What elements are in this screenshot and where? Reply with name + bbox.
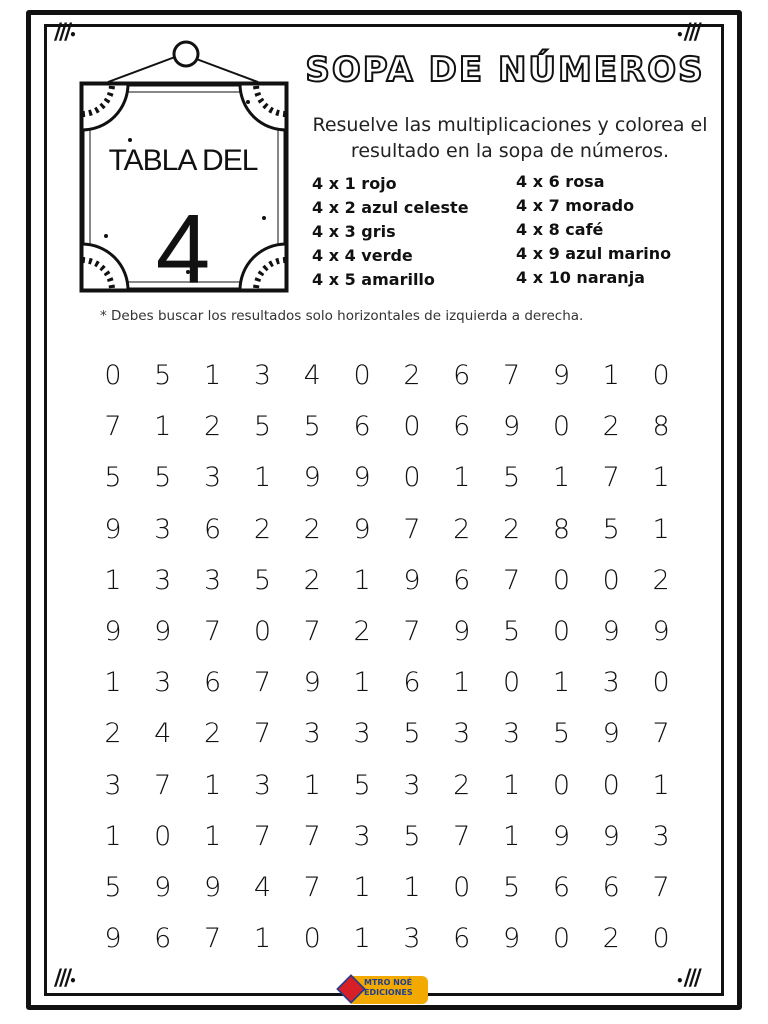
key-item: 4 x 2 azul celeste — [312, 198, 469, 217]
key-item: 4 x 5 amarillo — [312, 270, 435, 289]
grid-cell[interactable]: 3 — [154, 513, 172, 545]
grid-cell[interactable]: 3 — [502, 718, 521, 750]
grid-cell[interactable]: 1 — [104, 564, 122, 596]
grid-cell[interactable]: 1 — [652, 462, 670, 494]
grid-cell[interactable]: 5 — [104, 871, 122, 903]
grid-cell[interactable]: 1 — [652, 513, 670, 545]
grid-cell[interactable]: 7 — [253, 667, 271, 699]
grid-cell[interactable]: 1 — [453, 462, 471, 494]
grid-cell[interactable]: 3 — [353, 820, 371, 852]
grid-cell[interactable]: 1 — [552, 667, 570, 699]
grid-cell[interactable]: 2 — [602, 411, 620, 443]
number-grid — [88, 350, 686, 964]
grid-cell[interactable]: 7 — [652, 718, 670, 750]
grid-cell[interactable]: 2 — [203, 718, 222, 750]
grid-cell[interactable]: 2 — [303, 564, 321, 596]
grid-cell[interactable]: 5 — [403, 718, 421, 750]
key-item: 4 x 8 café — [516, 220, 604, 239]
grid-cell[interactable]: 6 — [453, 564, 471, 596]
grid-cell[interactable]: 5 — [552, 718, 570, 750]
table-sign — [68, 40, 298, 304]
grid-cell[interactable]: 5 — [253, 411, 271, 443]
grid-cell[interactable]: 1 — [203, 360, 222, 391]
grid-cell[interactable]: 9 — [502, 923, 521, 955]
grid-cell[interactable]: 3 — [154, 564, 172, 596]
grid-cell[interactable]: 7 — [403, 513, 421, 545]
grid-cell[interactable]: 9 — [602, 820, 620, 852]
grid-cell[interactable]: 0 — [552, 564, 570, 596]
grid-cell[interactable]: 0 — [253, 615, 271, 647]
grid-cell[interactable]: 5 — [154, 462, 172, 494]
grid-cell[interactable]: 6 — [453, 360, 471, 391]
grid-cell[interactable]: 5 — [502, 462, 521, 494]
grid-cell[interactable]: 3 — [403, 769, 421, 801]
grid-cell[interactable]: 1 — [552, 462, 570, 494]
grid-cell[interactable]: 2 — [253, 513, 271, 545]
grid-cell[interactable]: 0 — [552, 615, 570, 647]
key-item: 4 x 9 azul marino — [516, 244, 672, 263]
grid-cell[interactable]: 7 — [502, 564, 521, 596]
grid-cell[interactable]: 3 — [453, 718, 471, 750]
grid-cell[interactable]: 3 — [253, 769, 271, 801]
grid-cell[interactable]: 2 — [303, 513, 321, 545]
grid-cell[interactable]: 1 — [502, 820, 521, 852]
grid-cell[interactable]: 9 — [502, 411, 521, 443]
grid-cell[interactable]: 0 — [104, 360, 122, 391]
grid-cell[interactable]: 1 — [253, 462, 271, 494]
grid-cell[interactable]: 0 — [602, 769, 620, 801]
grid-cell[interactable]: 7 — [303, 615, 321, 647]
grid-cell[interactable]: 7 — [253, 718, 271, 750]
grid-cell[interactable]: 0 — [403, 462, 421, 494]
grid-cell[interactable]: 3 — [602, 667, 620, 699]
grid-cell[interactable]: 1 — [502, 769, 521, 801]
grid-cell[interactable]: 1 — [602, 360, 620, 391]
grid-cell[interactable]: 1 — [353, 667, 371, 699]
grid-cell[interactable]: 5 — [303, 411, 321, 443]
grid-cell[interactable]: 0 — [154, 820, 172, 852]
grid-cell[interactable]: 2 — [652, 564, 670, 596]
grid-cell[interactable]: 9 — [203, 871, 222, 903]
grid-cell[interactable]: 1 — [353, 923, 371, 955]
grid-cell[interactable]: 3 — [203, 564, 222, 596]
publisher-logo — [336, 972, 432, 1008]
grid-cell[interactable]: 3 — [403, 923, 421, 955]
grid-cell[interactable]: 1 — [203, 769, 222, 801]
page-title: SOPA DE NÚMEROS — [305, 50, 705, 90]
grid-cell[interactable]: 3 — [303, 718, 321, 750]
corner-ornament-top-right: •/// — [676, 20, 699, 45]
grid-cell[interactable]: 2 — [403, 360, 421, 391]
grid-cell[interactable]: 7 — [104, 411, 122, 443]
grid-cell[interactable]: 9 — [353, 513, 371, 545]
grid-cell[interactable]: 1 — [104, 667, 122, 699]
key-item: 4 x 3 gris — [312, 222, 396, 241]
grid-cell[interactable]: 9 — [652, 615, 670, 647]
grid-cell[interactable]: 6 — [453, 411, 471, 443]
key-item: 4 x 7 morado — [516, 196, 635, 215]
grid-cell[interactable]: 9 — [602, 615, 620, 647]
grid-cell[interactable]: 9 — [104, 513, 122, 545]
grid-cell[interactable]: 1 — [353, 564, 371, 596]
grid-cell[interactable]: 9 — [154, 871, 172, 903]
grid-cell[interactable]: 4 — [253, 871, 271, 903]
grid-cell[interactable]: 2 — [453, 513, 471, 545]
grid-cell[interactable]: 6 — [552, 871, 570, 903]
grid-cell[interactable]: 7 — [652, 871, 670, 903]
grid-cell[interactable]: 1 — [253, 923, 271, 955]
grid-cell[interactable]: 9 — [552, 360, 570, 391]
grid-cell[interactable]: 2 — [104, 718, 122, 750]
grid-cell[interactable]: 5 — [403, 820, 421, 852]
logo-line1: MTRO NOÉ — [364, 978, 413, 987]
grid-cell[interactable]: 6 — [453, 923, 471, 955]
grid-cell[interactable]: 9 — [104, 615, 122, 647]
grid-cell[interactable]: 8 — [652, 411, 670, 443]
grid-cell[interactable]: 1 — [353, 871, 371, 903]
grid-cell[interactable]: 4 — [303, 360, 321, 391]
grid-cell[interactable]: 7 — [154, 769, 172, 801]
grid-cell[interactable]: 7 — [303, 820, 321, 852]
grid-cell[interactable]: 7 — [203, 923, 222, 955]
grid-cell[interactable]: 5 — [154, 360, 172, 391]
grid-cell[interactable]: 5 — [502, 871, 521, 903]
grid-cell[interactable]: 1 — [403, 871, 421, 903]
grid-cell[interactable]: 0 — [552, 769, 570, 801]
grid-cell[interactable]: 1 — [303, 769, 321, 801]
key-item: 4 x 10 naranja — [516, 268, 645, 287]
grid-cell[interactable]: 6 — [203, 667, 222, 699]
grid-cell[interactable]: 0 — [502, 667, 521, 699]
grid-cell[interactable]: 0 — [652, 923, 670, 955]
grid-cell[interactable]: 2 — [602, 923, 620, 955]
grid-cell[interactable]: 6 — [203, 513, 222, 545]
grid-cell[interactable]: 3 — [104, 769, 122, 801]
grid-cell[interactable]: 0 — [652, 667, 670, 699]
grid-cell[interactable]: 2 — [502, 513, 521, 545]
grid-cell[interactable]: 7 — [253, 820, 271, 852]
grid-cell[interactable]: 8 — [552, 513, 570, 545]
grid-cell[interactable]: 7 — [502, 360, 521, 391]
grid-cell[interactable]: 5 — [253, 564, 271, 596]
grid-cell[interactable]: 9 — [154, 615, 172, 647]
grid-cell[interactable]: 0 — [403, 411, 421, 443]
grid-cell[interactable]: 9 — [453, 615, 471, 647]
grid-cell[interactable]: 9 — [303, 462, 321, 494]
grid-cell[interactable]: 9 — [602, 718, 620, 750]
grid-cell[interactable]: 6 — [403, 667, 421, 699]
grid-cell[interactable]: 1 — [104, 820, 122, 852]
grid-cell[interactable]: 9 — [353, 462, 371, 494]
grid-cell[interactable]: 5 — [502, 615, 521, 647]
corner-ornament-bottom-right: •/// — [676, 966, 699, 991]
key-item: 4 x 4 verde — [312, 246, 413, 265]
grid-cell[interactable]: 7 — [453, 820, 471, 852]
instructions: Resuelve las multiplicaciones y colorea el resultado en la sopa de números. — [312, 114, 708, 162]
logo-line2: EDICIONES — [364, 988, 413, 997]
logo-text — [364, 978, 413, 998]
search-note: * Debes buscar los resultados solo horizontales de izquierda a derecha. — [100, 308, 584, 324]
grid-cell[interactable]: 0 — [353, 360, 371, 391]
color-key-right — [516, 170, 671, 290]
grid-cell[interactable]: 7 — [203, 615, 222, 647]
grid-cell[interactable]: 7 — [602, 462, 620, 494]
key-item: 4 x 1 rojo — [312, 174, 397, 193]
grid-cell[interactable]: 3 — [652, 820, 670, 852]
grid-cell[interactable]: 9 — [552, 820, 570, 852]
grid-cell[interactable]: 3 — [353, 718, 371, 750]
grid-cell[interactable]: 3 — [253, 360, 271, 391]
grid-cell[interactable]: 6 — [602, 871, 620, 903]
grid-cell[interactable]: 1 — [453, 667, 471, 699]
grid-cell[interactable]: 6 — [154, 923, 172, 955]
grid-cell[interactable]: 1 — [154, 411, 172, 443]
grid-cell[interactable]: 6 — [353, 411, 371, 443]
grid-cell[interactable]: 9 — [403, 564, 421, 596]
corner-ornament-bottom-left: ///• — [54, 966, 77, 991]
grid-cell[interactable]: 2 — [353, 615, 371, 647]
grid-cell[interactable]: 5 — [602, 513, 620, 545]
grid-cell[interactable]: 1 — [203, 820, 222, 852]
grid-cell[interactable]: 9 — [303, 667, 321, 699]
grid-cell[interactable]: 7 — [403, 615, 421, 647]
grid-cell[interactable]: 4 — [154, 718, 172, 750]
grid-cell[interactable]: 0 — [652, 360, 670, 391]
grid-cell[interactable]: 5 — [353, 769, 371, 801]
key-item: 4 x 6 rosa — [516, 172, 605, 191]
grid-cell[interactable]: 9 — [104, 923, 122, 955]
grid-cell[interactable]: 0 — [453, 871, 471, 903]
grid-cell[interactable]: 2 — [453, 769, 471, 801]
grid-cell[interactable]: 0 — [552, 411, 570, 443]
grid-cell[interactable]: 7 — [303, 871, 321, 903]
color-key-left — [312, 172, 469, 292]
grid-cell[interactable]: 2 — [203, 411, 222, 443]
grid-cell[interactable]: 5 — [104, 462, 122, 494]
grid-cell[interactable]: 1 — [652, 769, 670, 801]
sign-label: TABLA DEL — [108, 144, 258, 177]
grid-cell[interactable]: 3 — [154, 667, 172, 699]
grid-cell[interactable]: 0 — [303, 923, 321, 955]
grid-cell[interactable]: 3 — [203, 462, 222, 494]
corner-ornament-top-left: ///• — [54, 20, 77, 45]
grid-cell[interactable]: 0 — [602, 564, 620, 596]
sign-number: 4 — [155, 194, 211, 304]
grid-cell[interactable]: 0 — [552, 923, 570, 955]
